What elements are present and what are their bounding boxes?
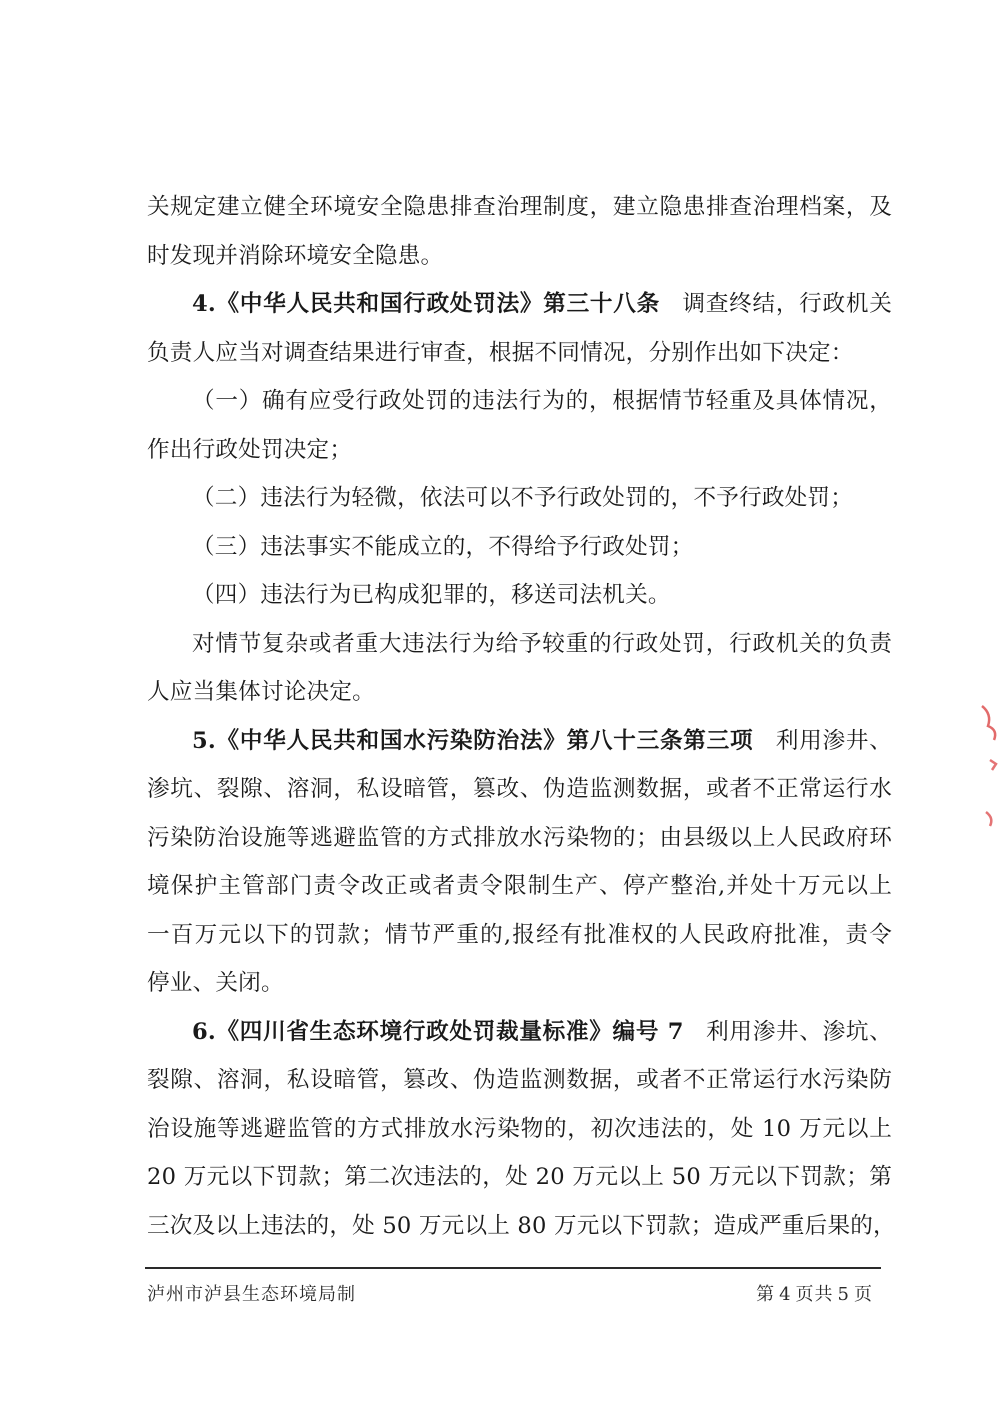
article-5-title: 5.《中华人民共和国水污染防治法》第八十三条第三项 [192, 727, 754, 754]
text-line: 污染防治设施等逃避监管的方式排放水污染物的；由县级以上人民政府环 [147, 824, 892, 851]
text-span: 调查终结，行政机关 [681, 291, 892, 317]
text-line: 停业、关闭。 [147, 970, 284, 996]
article-heading-line [147, 717, 892, 766]
text-line: 裂隙、溶洞，私设暗管，篡改、伪造监测数据，或者不正常运行水污染防 [147, 1067, 892, 1093]
page-label-prefix: 第 [756, 1284, 776, 1305]
text-line: 负责人应当对调查结果进行审查，根据不同情况，分别作出如下决定： [147, 339, 854, 366]
article-heading-line [147, 280, 892, 329]
text-line: 渗坑、裂隙、溶洞，私设暗管，篡改、伪造监测数据，或者不正常运行水 [147, 776, 892, 802]
text-line: 一百万元以下的罚款；情节严重的,报经有批准权的人民政府批准，责令 [147, 921, 892, 948]
page-label-suffix: 页 [854, 1284, 873, 1305]
text-line: 人应当集体讨论决定。 [147, 679, 375, 705]
text-line: 时发现并消除环境安全隐患。 [147, 242, 444, 269]
text-line: （二）违法行为轻微，依法可以不予行政处罚的，不予行政处罚； [192, 485, 854, 511]
text-line: 境保护主管部门责令改正或者责令限制生产、停产整治,并处十万元以上 [147, 873, 892, 899]
text-line: （三）违法事实不能成立的，不得给予行政处罚； [192, 533, 694, 560]
seal-edge-mark [968, 700, 1000, 850]
text-line: 治设施等逃避监管的方式排放水污染物的，初次违法的，处 10 万元以上 [147, 1115, 892, 1142]
page-number: 4 [779, 1284, 792, 1305]
page-total: 5 [837, 1284, 850, 1305]
text-line: 关规定建立健全环境安全隐患排查治理制度，建立隐患排查治理档案，及 [147, 194, 892, 220]
page-label-middle: 页共 [795, 1284, 834, 1305]
text-line: （四）违法行为已构成犯罪的，移送司法机关。 [192, 582, 671, 608]
footer-divider [145, 1267, 881, 1269]
article-4-title: 4.《中华人民共和国行政处罚法》第三十八条 [192, 291, 660, 317]
text-line: 作出行政处罚决定； [147, 436, 353, 463]
document-body [147, 183, 896, 1250]
text-line: （一）确有应受行政处罚的违法行为的，根据情节轻重及具体情况， [192, 388, 892, 414]
article-heading-line [147, 1008, 892, 1057]
article-6-title: 6.《四川省生态环境行政处罚裁量标准》编号 7 [192, 1018, 684, 1045]
text-span: 利用渗井、 [775, 727, 893, 754]
text-line: 三次及以上违法的，处 50 万元以上 80 万元以下罚款；造成严重后果的， [147, 1212, 896, 1239]
text-line: 对情节复杂或者重大违法行为给予较重的行政处罚，行政机关的负责 [192, 630, 892, 657]
page-indicator [754, 1280, 875, 1306]
text-span: 利用渗井、渗坑、 [705, 1018, 892, 1045]
text-line: 20 万元以下罚款；第二次违法的，处 20 万元以上 50 万元以下罚款；第 [147, 1164, 892, 1190]
footer-issuer: 泸州市泸县生态环境局制 [147, 1284, 356, 1305]
